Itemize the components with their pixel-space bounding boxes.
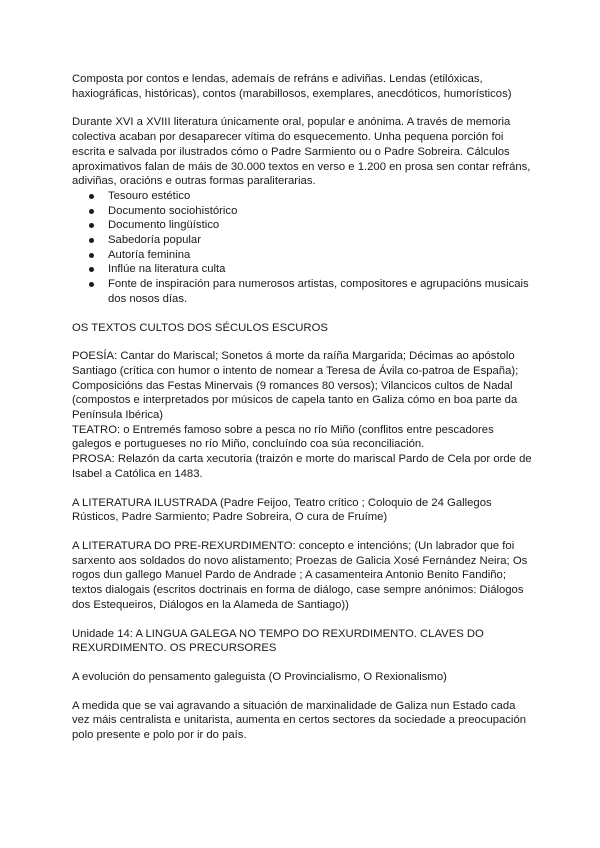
list-item: Autoría feminina — [72, 248, 532, 263]
bullet-icon — [89, 223, 94, 228]
bullet-icon — [89, 282, 94, 287]
paragraph-poesia: POESÍA: Cantar do Mariscal; Sonetos á morte da raíña Margarida; Décimas ao apóstolo Santiago (crítica con humor o intento de nomear a Teresa de Ávila co-patroa de España); Composicións das Festas Minervais (9 romances 80 versos); Vilancicos cultos de Nadal (compostos e interpretados por músicos de capela tanto en Galiza cómo en boa parte da Península Ibérica) — [72, 350, 519, 422]
section-heading-textos-cultos: OS TEXTOS CULTOS DOS SÉCULOS ESCUROS — [72, 321, 328, 334]
bullet-icon — [89, 253, 94, 258]
bullet-icon — [89, 209, 94, 214]
paragraph-pre-rexurdimento: A LITERATURA DO PRE-REXURDIMENTO: concepto e intencións; (Un labrador que foi sarxento aos soldados do novo alistamento; Proezas de Galicia Xosé Fernández Neira; Os rogos dun gallego Manuel Pardo de Andrade ; A casamenteira Antonio Benito Fandiño; textos dialogais (escritos doctrinais en forma de diálogo, case sempre anónimos: Diálogos dos Estequeiros, Diálogos en la Alameda de Santiago)) — [72, 539, 528, 611]
paragraph-literatura-ilustrada: A LITERATURA ILUSTRADA (Padre Feijoo, Teatro crítico ; Coloquio de 24 Gallegos Rústicos, Padre Sarmiento; Padre Sobreira, O cura de Fruíme) — [72, 496, 492, 524]
paragraph-teatro: TEATRO: o Entremés famoso sobre a pesca no río Miño (conflitos entre pescadores galegos e portugueses no río Miño, concluíndo coa súa reconciliación. — [72, 423, 494, 451]
list-item: Documento lingüístico — [72, 218, 532, 233]
paragraph-oral-literature-genres: Composta por contos e lendas, ademaís de refráns e adiviñas. Lendas (etilóxicas, haxiográficas, históricas), contos (marabillosos, exemplares, anecdóticos, humorísticos) — [72, 73, 512, 100]
bullet-list-values — [72, 189, 532, 307]
list-item: Tesouro estético — [72, 189, 532, 204]
list-item: Sabedoría popular — [72, 233, 532, 248]
paragraph-prosa: PROSA: Relazón da carta xecutoria (traizón e morte do mariscal Pardo de Cela por orde de Isabel a Católica en 1483. — [72, 453, 532, 480]
paragraph-marxinalidade: A medida que se vai agravando a situación de marxinalidade de Galiza nun Estado cada vez máis centralista e unitarista, aumenta en certos sectores da sociedade a preocupación polo presente e polo por ir do país. — [72, 699, 527, 742]
list-item: Fonte de inspiración para numerosos artistas, compositores e agrupacións musicais dos nosos días. — [72, 277, 532, 306]
bullet-icon — [89, 267, 94, 272]
document-page — [72, 72, 532, 743]
paragraph-evolucion: A evolución do pensamento galeguista (O Provincialismo, O Rexionalismo) — [72, 670, 447, 683]
paragraph-oral-literature-history: Durante XVI a XVIII literatura únicamente oral, popular e anónima. A través de memoria colectiva acaban por desaparecer vítima do esquecemento. Unha pequena porción foi escrita e salvada por ilustrados cómo o Padre Sarmiento ou o Padre Sobreira. Cálculos aproximativos falan de máis de 30.000 textos en verso e 1.200 en prosa sen contar refráns, adiviñas, oracións e outras formas paraliterarias. — [72, 116, 531, 188]
genres-block — [72, 349, 532, 481]
list-item: Inflúe na literatura culta — [72, 262, 532, 277]
bullet-icon — [89, 238, 94, 243]
unit-heading: Unidade 14: A LINGUA GALEGA NO TEMPO DO REXURDIMENTO. CLAVES DO REXURDIMENTO. OS PRECURSORES — [72, 627, 484, 655]
bullet-icon — [89, 194, 94, 199]
list-item: Documento sociohistórico — [72, 204, 532, 219]
